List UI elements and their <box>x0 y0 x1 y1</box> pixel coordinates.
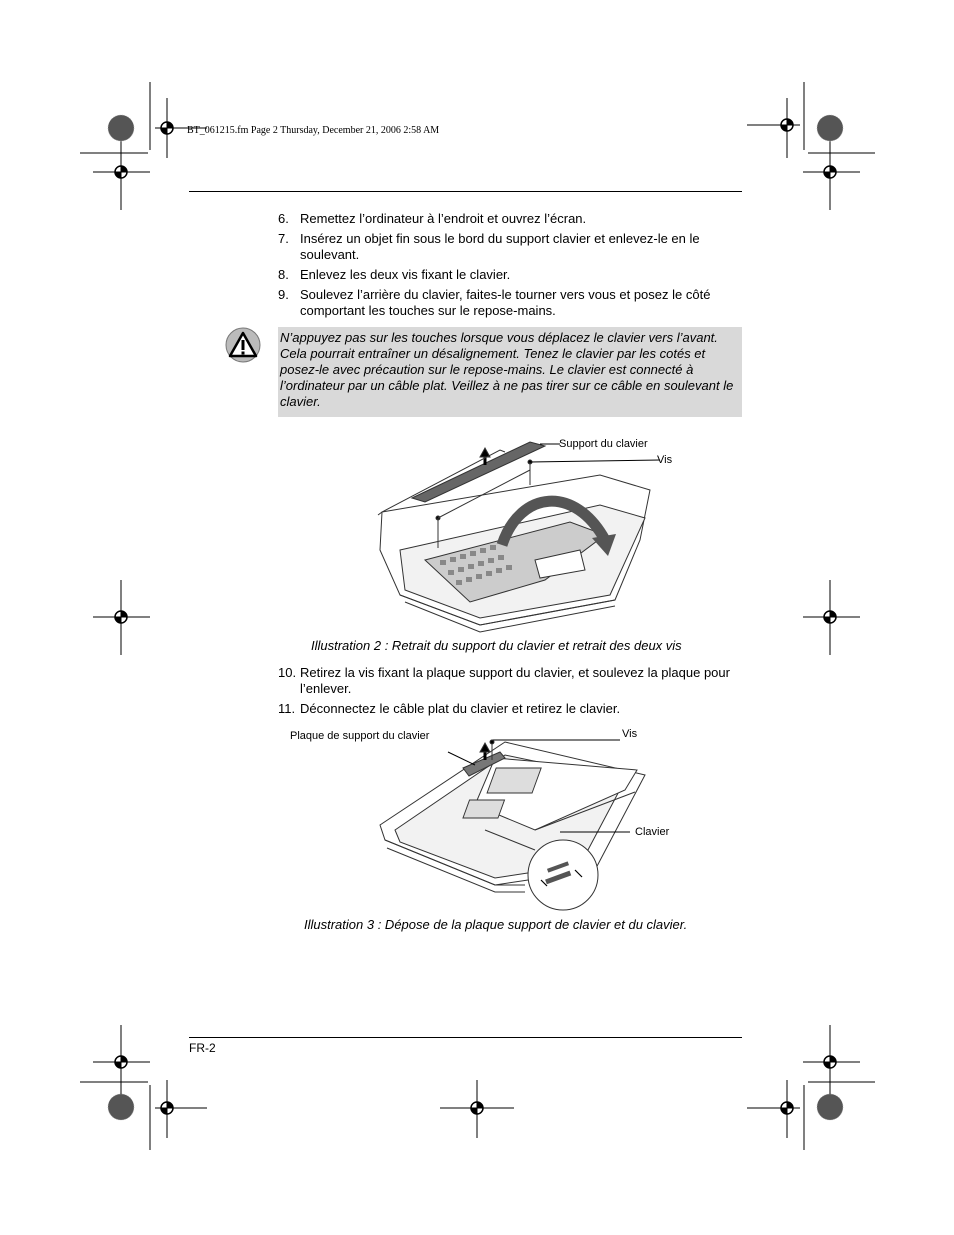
label-vis: Vis <box>657 454 673 466</box>
page-number: FR-2 <box>189 1041 216 1055</box>
warning-box <box>278 327 742 417</box>
label-vis: Vis <box>622 728 638 740</box>
figure-2-caption: Illustration 2 : Retrait du support du clavier et retrait des deux vis <box>311 638 682 653</box>
warning-text: N’appuyez pas sur les touches lorsque vous déplacez le clavier vers l’avant. Cela pourrait entraîner un désalignement. Tenez le clavier par les cotés et posez-le avec précaution sur le repose-mains. Le clavier est connecté à l’ordinateur par un câble plat. Veillez à ne pas tirer sur ce câble en soulevant le clavier. <box>280 330 734 409</box>
figure-2-keyboard-removal <box>370 430 750 640</box>
label-plaque-support: Plaque de support du clavier <box>290 730 430 742</box>
file-info-header: BT_061215.fm Page 2 Thursday, December 21, 2006 2:58 AM <box>187 125 440 136</box>
label-support-clavier: Support du clavier <box>559 438 648 450</box>
warning-triangle-icon <box>225 327 261 363</box>
figure-3-plate-removal <box>375 730 655 915</box>
label-clavier: Clavier <box>635 826 670 838</box>
header-rule <box>189 191 742 192</box>
footer-rule <box>189 1037 742 1038</box>
figure-3-caption: Illustration 3 : Dépose de la plaque support de clavier et du clavier. <box>304 917 688 932</box>
